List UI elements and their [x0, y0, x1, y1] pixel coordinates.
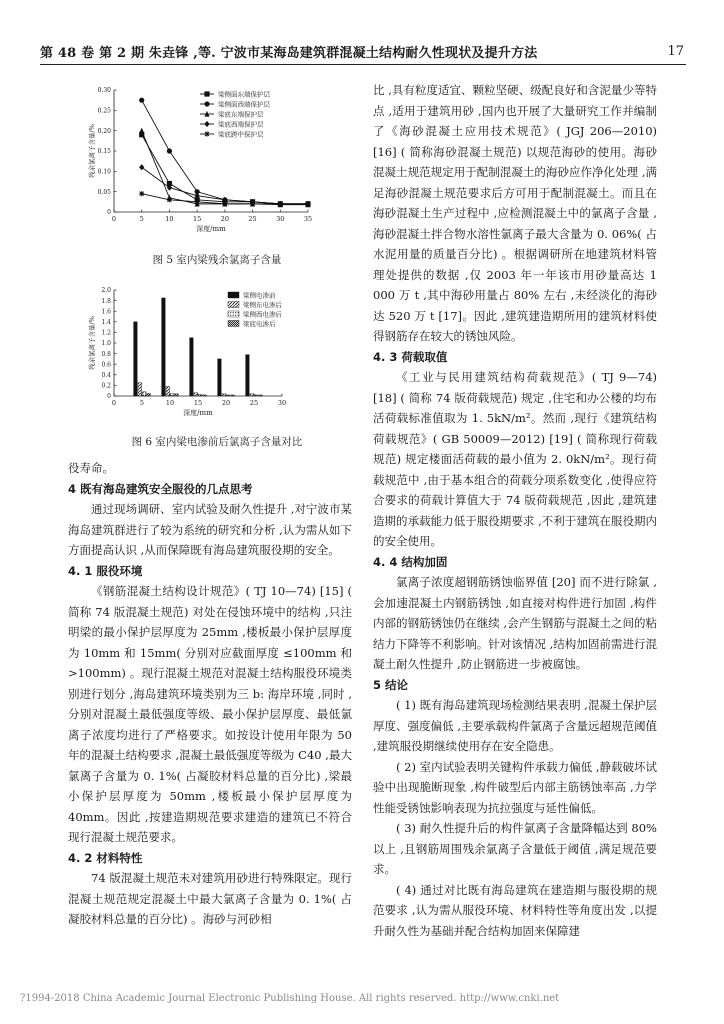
x-tick-label: 10 — [165, 399, 175, 407]
x-tick-label: 25 — [248, 215, 257, 223]
figure-6-bar-chart — [82, 284, 352, 417]
paragraph: ( 1) 既有海岛建筑现场检测结果表明 ,混凝土保护层厚度、强度偏低 ,主要承载构件氯离子含量远超规范阈值 ,建筑服役期继续使用存在安全隐患。 — [373, 698, 657, 753]
y-tick-label: 1.4 — [101, 319, 111, 326]
paragraph: 《钢筋混凝土结构设计规范》( TJ 10—74) [15] ( 简称 74 版混凝土规范) 对处在侵蚀环境中的结构 ,只注明梁的最小保护层厚度为 25mm ,楼板最小保护层厚度为 10mm 和 15mm( 分别对应截面厚度 ≤100mm 和 >100mm) 。现行混凝土规范对混凝土结构服役环境类别进行划分 ,海岛建筑环境类别为三 b: 海岸环境 ,同时 ,分别对混凝土最低强度等级、最小保护层厚度、最低氯离子浓度均进行了严格要求。如按设计使用年限为 50 年的混凝土结构要求 ,混凝土最低强度等级为 C40 ,最大氯离子含量为 0. 1%( 占凝胶材料总量的百分比) ,梁最小保护层厚度为 50mm ,楼板最小保护层厚度为 40mm。因此 ,按建造期规范要求建造的建筑已不符合现行混凝土规范要求。 — [68, 584, 352, 844]
data-point — [139, 164, 144, 170]
y-tick-label: 0.2 — [101, 382, 111, 390]
data-point — [250, 201, 255, 206]
data-point — [278, 201, 283, 206]
bar — [194, 393, 198, 396]
legend-label: 梁侧面西端保护层 — [218, 100, 270, 109]
x-tick-label: 10 — [165, 215, 174, 223]
legend-swatch — [228, 292, 239, 298]
bar — [222, 394, 226, 396]
bar — [218, 359, 222, 396]
section-heading: 4. 1 服役环境 — [68, 563, 143, 578]
legend-label: 梁底西端保护层 — [218, 120, 264, 129]
figure-5-caption: 图 5 室内梁残余氯离子含量 — [152, 254, 282, 266]
legend-marker — [204, 121, 209, 127]
series-line — [142, 131, 308, 205]
y-axis-label: 残余氯离子含量/% — [88, 124, 96, 178]
y-tick-label: 1.2 — [101, 329, 111, 337]
paragraph: 氯离子浓度超钢筋锈蚀临界值 [20] 而不进行除氯 ,会加速混凝土内钢筋锈蚀 ,如直接对构件进行加固 ,构件内部的钢筋锈蚀仍在继续 ,会产生钢筋与混凝土之间的粘结力下降等不利影响。针对该情况 ,结构加固前需进行混凝土耐久性提升 ,防止钢筋进一步被腐蚀。 — [373, 575, 657, 671]
y-tick-label: 1.8 — [101, 297, 111, 305]
bar — [162, 298, 166, 396]
bar — [198, 394, 202, 396]
bar — [231, 395, 235, 396]
x-tick-label: 30 — [276, 215, 285, 223]
data-point — [167, 197, 172, 202]
figure-6 — [82, 284, 352, 460]
legend-label: 梁侧东电渗后 — [243, 301, 282, 309]
x-tick-label: 15 — [193, 215, 202, 223]
bar — [134, 322, 138, 396]
y-tick-label: 0 — [107, 393, 111, 401]
y-axis-label: 残余氯离子含量/% — [88, 316, 96, 370]
legend-label: 梁侧电渗前 — [243, 291, 276, 300]
x-tick-label: 25 — [249, 399, 259, 407]
x-tick-label: 0 — [111, 399, 117, 407]
bar — [138, 383, 142, 396]
x-tick-label: 0 — [111, 215, 117, 223]
data-point — [305, 201, 310, 206]
figure-5-line-chart — [82, 82, 352, 232]
bar — [246, 355, 250, 396]
data-point — [222, 201, 227, 206]
bar — [170, 393, 174, 396]
y-tick-label: 0.30 — [97, 87, 111, 95]
paragraph: ( 2) 室内试验表明关键构件承载力偏低 ,静载破坏试验中出现脆断现象 ,构件破型后内部主筋锈蚀率高 ,力学性能受锈蚀影响表现为抗拉强度与延性偏低。 — [373, 759, 657, 815]
x-tick-label: 35 — [303, 215, 313, 223]
bar — [142, 392, 146, 396]
y-tick-label: 0.4 — [101, 372, 111, 379]
y-tick-label: 0.15 — [97, 148, 111, 156]
legend-marker — [204, 91, 209, 96]
left-column — [68, 458, 352, 930]
legend-marker — [204, 131, 209, 136]
y-tick-label: 0.25 — [97, 107, 111, 115]
y-tick-label: 0.8 — [101, 350, 111, 358]
y-tick-label: 0.20 — [97, 127, 111, 135]
section-heading: 4. 4 结构加固 — [373, 554, 448, 569]
x-tick-label: 20 — [220, 215, 229, 223]
section-heading: 4. 2 材料特性 — [68, 850, 143, 865]
bar — [166, 386, 170, 396]
legend-marker — [204, 101, 209, 106]
bar — [259, 395, 263, 396]
paragraph: ( 4) 通过对比既有海岛建筑在建造期与服役期的规范要求 ,认为需从服役环境、材料特性等角度出发 ,以提升耐久性为基础并配合结构加固来保障建 — [373, 882, 657, 938]
page-number: 17 — [667, 44, 684, 59]
page-header — [40, 36, 686, 66]
bar — [250, 394, 254, 396]
paragraph: 通过现场调研、室内试验及耐久性提升 ,对宁波市某海岛建筑群进行了较为系统的研究和分析 ,认为需从如下方面提高认识 ,从而保障既有海岛建筑服役期的安全。 — [68, 502, 352, 557]
legend-label: 梁侧面东端保护层 — [218, 90, 270, 99]
x-tick-label: 20 — [221, 399, 231, 407]
x-axis-label: 深度/mm — [183, 409, 213, 417]
figure-5 — [82, 82, 352, 282]
series-5 — [139, 130, 310, 207]
paragraph: 《工业与民用建筑结构荷载规范》( TJ 9—74) [18] ( 简称 74 版荷载规范) 规定 ,住宅和办公楼的均布活荷载标准值取为 1. 5kN/m²。然而 ,现行《建筑结构荷载规范》( GB 50009—2012) [19] ( 简称现行荷载规范) 规定楼面活荷载的最小值为 2. 0kN/m²。现行荷载规范中 ,由于基本组合的荷载分项系数变化 ,使得应符合要求的荷载计算值大于 74 版荷载规范 ,因此 ,建筑建造期的承载能力低于服役期要求 ,不利于建筑在服役期内的安全使用。 — [373, 370, 657, 548]
legend-label: 梁底电渗后 — [243, 320, 276, 328]
running-title: 第 48 卷 第 2 期 朱垚锋 ,等. 宁波市某海岛建筑群混凝土结构耐久性现状及提升方法 — [40, 46, 538, 61]
y-tick-label: 0.05 — [97, 188, 111, 196]
x-axis-label: 深度/mm — [196, 225, 226, 233]
bar — [254, 395, 258, 396]
section-heading: 4. 3 荷载取值 — [373, 349, 448, 364]
bar — [175, 394, 179, 396]
y-tick-label: 1.6 — [101, 308, 111, 316]
y-tick-label: 1.0 — [101, 340, 111, 348]
figure-6-caption: 图 6 室内梁电渗前后氯离子含量对比 — [131, 436, 303, 448]
legend-label: 梁底东端保护层 — [218, 110, 264, 119]
y-tick-label: 0.6 — [101, 361, 111, 369]
legend-label: 梁侧西电渗后 — [243, 310, 282, 319]
data-point — [139, 98, 144, 103]
data-point — [195, 199, 200, 204]
section-heading: 4 既有海岛建筑安全服役的几点思考 — [68, 481, 253, 496]
legend-swatch — [228, 311, 239, 317]
legend-swatch — [228, 321, 239, 327]
header-rule — [40, 64, 686, 65]
y-tick-label: 2.0 — [101, 287, 111, 295]
bar — [226, 395, 230, 396]
y-tick-label: 0.10 — [97, 168, 111, 176]
y-tick-label: 0 — [107, 209, 111, 217]
section-heading: 5 结论 — [373, 677, 409, 692]
right-column — [373, 80, 657, 941]
legend-label: 梁底跨中保护层 — [218, 130, 264, 139]
bar — [203, 395, 207, 396]
data-point — [139, 128, 144, 134]
legend-swatch — [228, 302, 239, 308]
x-tick-label: 15 — [193, 399, 203, 407]
x-tick-label: 5 — [139, 215, 144, 223]
copyright-footer: ?1994-2018 China Academic Journal Electronic Publishing House. All rights reserved. http://www.cnki.net — [20, 993, 560, 1004]
bar — [190, 338, 194, 396]
paragraph: 74 版混凝土规范未对建筑用砂进行特殊限定。现行混凝土规范规定混凝土中最大氯离子含量为 0. 1%( 占凝胶材料总量的百分比) 。海砂与河砂相 — [68, 871, 352, 926]
paragraph: 比 ,具有粒度适宜、颗粒坚硬、级配良好和含泥量少等特点 ,适用于建筑用砂 ,国内也开展了大量研究工作并编制了《海砂混凝土应用技术规范》( JGJ 206—2010) [16] ( 简称海砂混凝土规范) 以规范海砂的使用。海砂混凝土规范规定用于配制混凝土的海砂应作净化处理 ,满足海砂混凝土规范要求后方可用于配制混凝土。而且在海砂混凝土生产过程中 ,应检测混凝土中的氯离子含量 ,海砂混凝土拌合物水溶性氯离子最大含量为 0. 06%( 占水泥用量的质量百分比) 。根据调研所在地建筑材料管理处提供的数据 ,仅 2003 年一年该市用砂量高达 1 000 万 t ,其中海砂用量占 80% 左右 ,未经淡化的海砂达 520 万 t [17]。因此 ,建筑建造期所用的建筑材料使得钢筋存在较大的锈蚀风险。 — [373, 83, 657, 343]
x-tick-label: 5 — [139, 399, 145, 407]
x-tick-label: 30 — [277, 399, 287, 407]
paragraph: 役寿命。 — [68, 461, 114, 475]
paragraph: ( 3) 耐久性提升后的构件氯离子含量降幅达到 80% 以上 ,且钢筋周围残余氯离子含量低于阈值 ,满足规范要求。 — [373, 821, 657, 876]
data-point — [139, 191, 144, 196]
bar — [147, 393, 151, 396]
data-point — [167, 148, 172, 153]
